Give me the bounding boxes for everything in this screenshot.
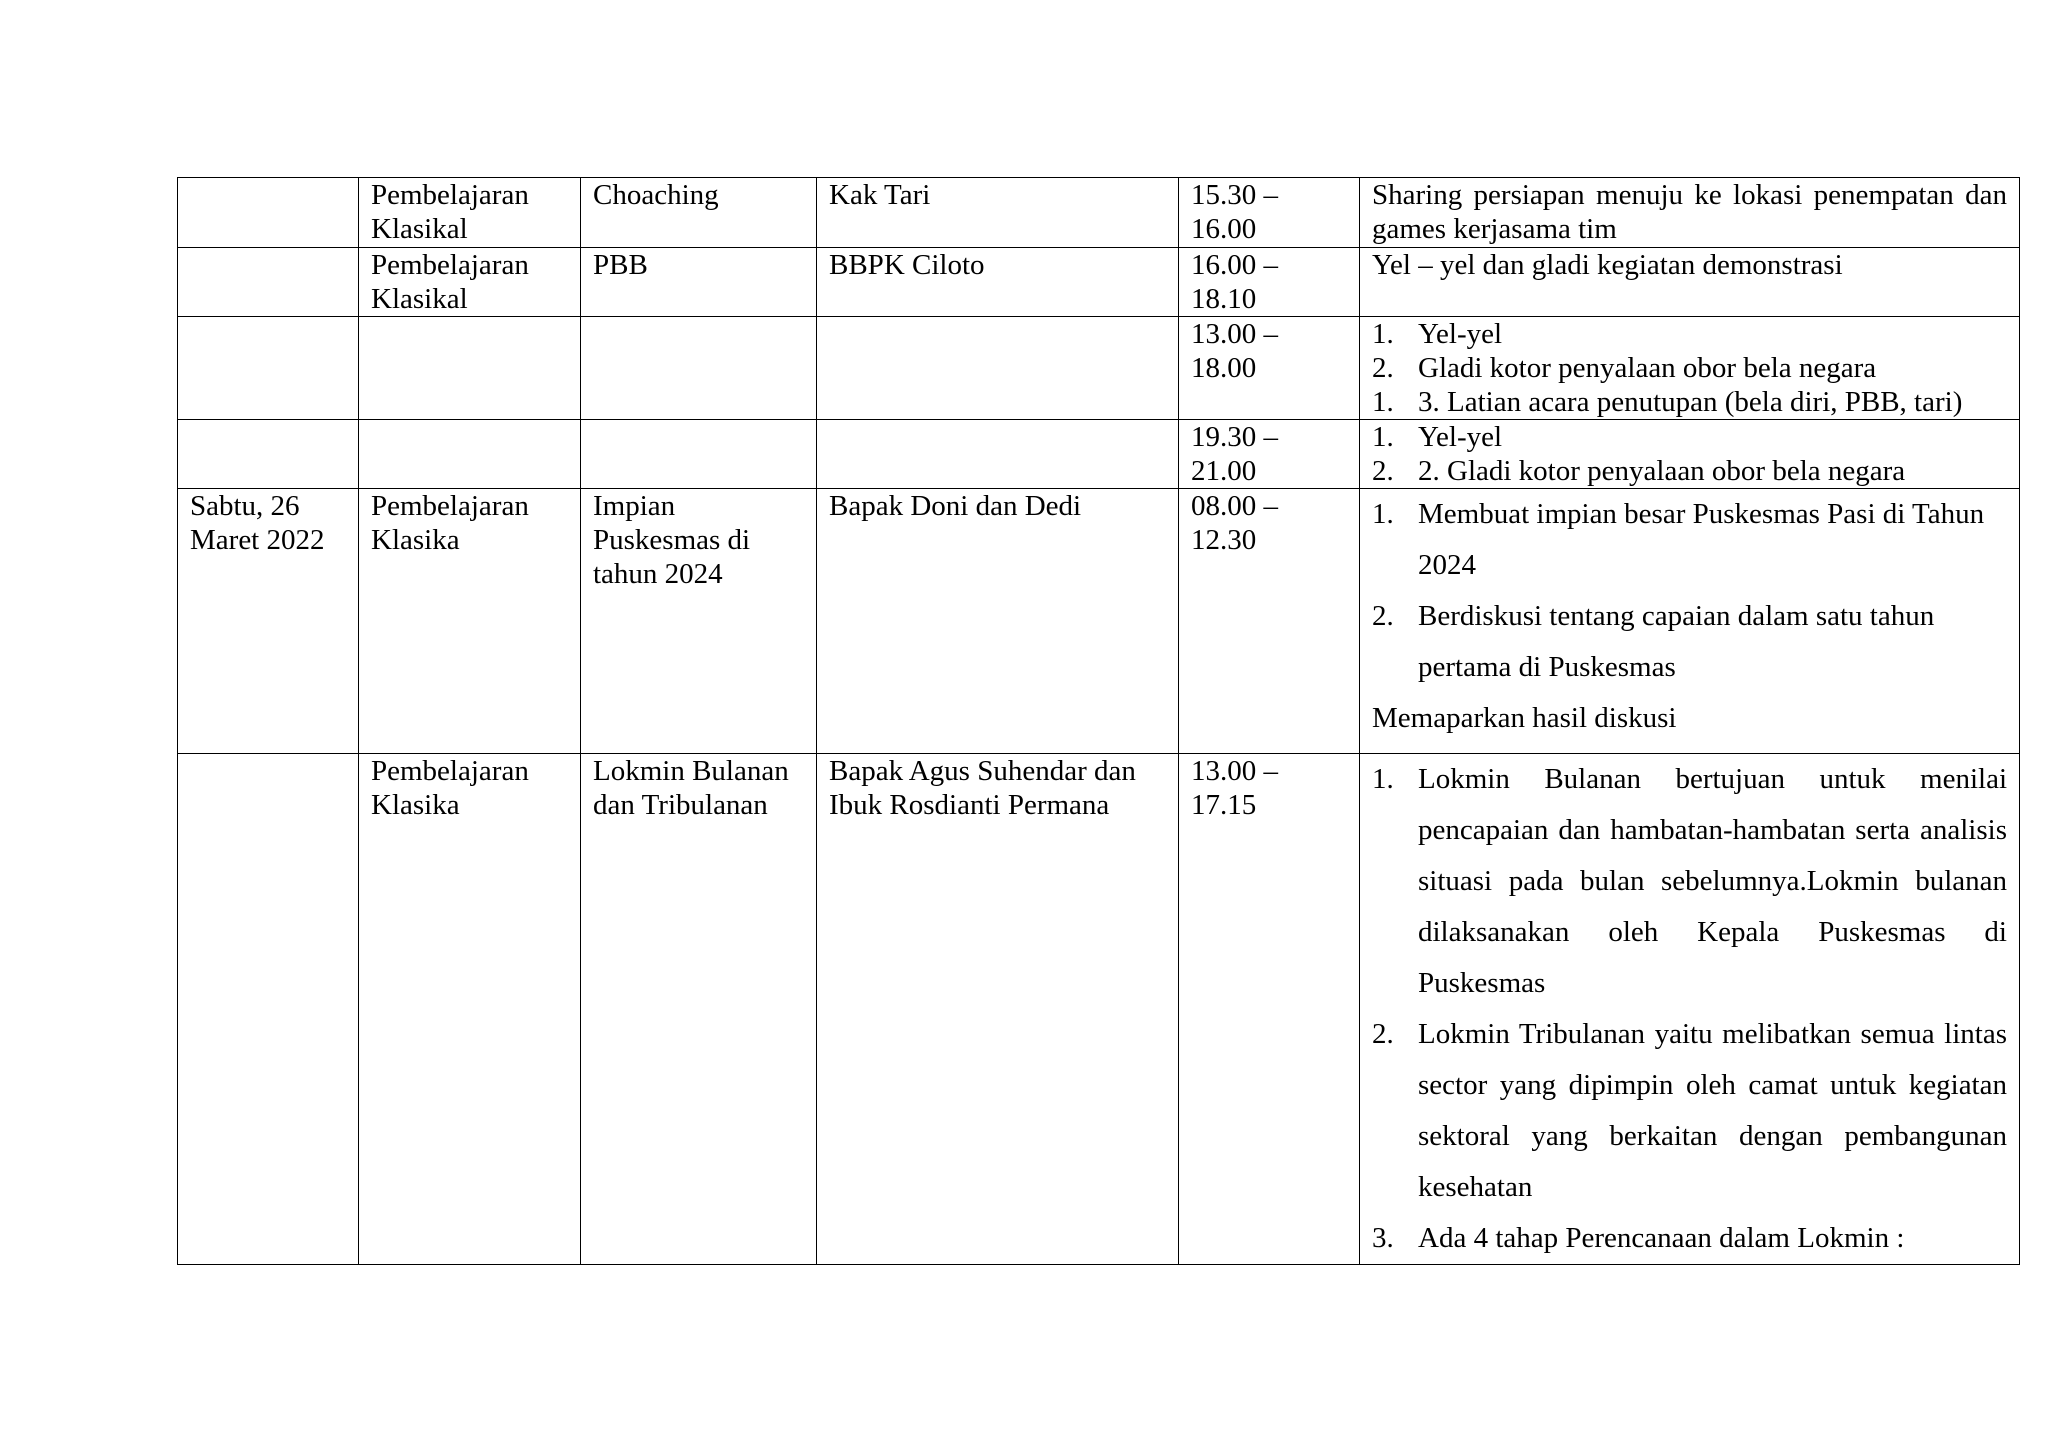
method-cell [359, 420, 581, 489]
facilitator-cell: Bapak Agus Suhendar dan Ibuk Rosdianti Permana [817, 754, 1179, 1265]
list-number: 1. [1372, 498, 1394, 530]
list-number: 1. [1372, 386, 1394, 418]
material-cell [581, 317, 817, 420]
discussion-note: Memaparkan hasil diskusi [1372, 702, 1677, 734]
time-cell: 13.00 – 17.15 [1179, 754, 1360, 1265]
method-cell: Pembelajaran Klasika [359, 754, 581, 1265]
list-item [1372, 591, 2007, 693]
material-cell: Choaching [581, 178, 817, 248]
list-item [1372, 385, 2007, 419]
list-number: 3. [1372, 1222, 1394, 1254]
list-item [1372, 351, 2007, 385]
description-cell [1360, 754, 2020, 1265]
date-cell [178, 178, 359, 248]
list-item [1372, 1009, 2007, 1213]
list-text: Yel-yel [1418, 318, 1503, 350]
list-text: Gladi kotor penyalaan obor bela negara [1418, 352, 1877, 384]
description-cell: Sharing persiapan menuju ke lokasi penempatan dan games kerjasama tim [1360, 178, 2020, 248]
description-cell [1360, 489, 2020, 754]
activity-list [1372, 754, 2007, 1264]
material-cell [581, 420, 817, 489]
table-row [178, 489, 2020, 754]
facilitator-cell [817, 420, 1179, 489]
table-row [178, 754, 2020, 1265]
list-text: 2. Gladi kotor penyalaan obor bela negara [1418, 455, 1906, 487]
list-text: Berdiskusi tentang capaian dalam satu tahun pertama di Puskesmas [1418, 600, 1935, 683]
facilitator-cell [817, 317, 1179, 420]
list-text: Yel-yel [1418, 421, 1503, 453]
list-text: Lokmin Tribulanan yaitu melibatkan semua lintas sector yang dipimpin oleh camat untuk kegiatan sektoral yang berkaitan dengan pembangunan kesehatan [1418, 1018, 2007, 1203]
list-text: Membuat impian besar Puskesmas Pasi di Tahun 2024 [1418, 498, 1985, 581]
activity-list [1372, 317, 2007, 419]
date-cell: Sabtu, 26 Maret 2022 [178, 489, 359, 754]
table-row [178, 248, 2020, 317]
list-number: 1. [1372, 421, 1394, 453]
list-item [1372, 317, 2007, 351]
date-cell [178, 420, 359, 489]
list-number: 2. [1372, 352, 1394, 384]
method-cell: Pembelajaran Klasika [359, 489, 581, 754]
list-item [1372, 489, 2007, 591]
time-cell: 13.00 – 18.00 [1179, 317, 1360, 420]
material-cell: Lokmin Bulanan dan Tribulanan [581, 754, 817, 1265]
activity-list [1372, 420, 2007, 488]
method-cell: Pembelajaran Klasikal [359, 178, 581, 248]
description-cell [1360, 420, 2020, 489]
material-cell: Impian Puskesmas di tahun 2024 [581, 489, 817, 754]
list-number: 2. [1372, 1018, 1394, 1050]
list-number: 1. [1372, 763, 1394, 795]
time-cell: 19.30 – 21.00 [1179, 420, 1360, 489]
facilitator-cell: Kak Tari [817, 178, 1179, 248]
facilitator-cell: Bapak Doni dan Dedi [817, 489, 1179, 754]
list-item [1372, 454, 2007, 488]
list-number: 2. [1372, 600, 1394, 632]
facilitator-cell: BBPK Ciloto [817, 248, 1179, 317]
material-cell: PBB [581, 248, 817, 317]
list-number: 1. [1372, 318, 1394, 350]
date-cell [178, 248, 359, 317]
list-item [1372, 1213, 2007, 1264]
method-cell: Pembelajaran Klasikal [359, 248, 581, 317]
time-cell: 16.00 – 18.10 [1179, 248, 1360, 317]
date-cell [178, 754, 359, 1265]
list-text: Lokmin Bulanan bertujuan untuk menilai pencapaian dan hambatan-hambatan serta analisis situasi pada bulan sebelumnya.Lokmin bulanan dilaksanakan oleh Kepala Puskesmas di Puskesmas [1418, 763, 2007, 999]
description-cell [1360, 317, 2020, 420]
time-cell: 15.30 – 16.00 [1179, 178, 1360, 248]
schedule-table [177, 177, 2020, 1265]
activity-list [1372, 489, 2007, 693]
list-item [1372, 754, 2007, 1009]
table-row [178, 178, 2020, 248]
list-text: Ada 4 tahap Perencanaan dalam Lokmin : [1418, 1222, 1905, 1254]
method-cell [359, 317, 581, 420]
table-row [178, 420, 2020, 489]
time-cell: 08.00 – 12.30 [1179, 489, 1360, 754]
list-text: 3. Latian acara penutupan (bela diri, PBB, tari) [1418, 386, 1963, 418]
description-cell: Yel – yel dan gladi kegiatan demonstrasi [1360, 248, 2020, 317]
list-item [1372, 420, 2007, 454]
list-number: 2. [1372, 455, 1394, 487]
date-cell [178, 317, 359, 420]
table-row [178, 317, 2020, 420]
